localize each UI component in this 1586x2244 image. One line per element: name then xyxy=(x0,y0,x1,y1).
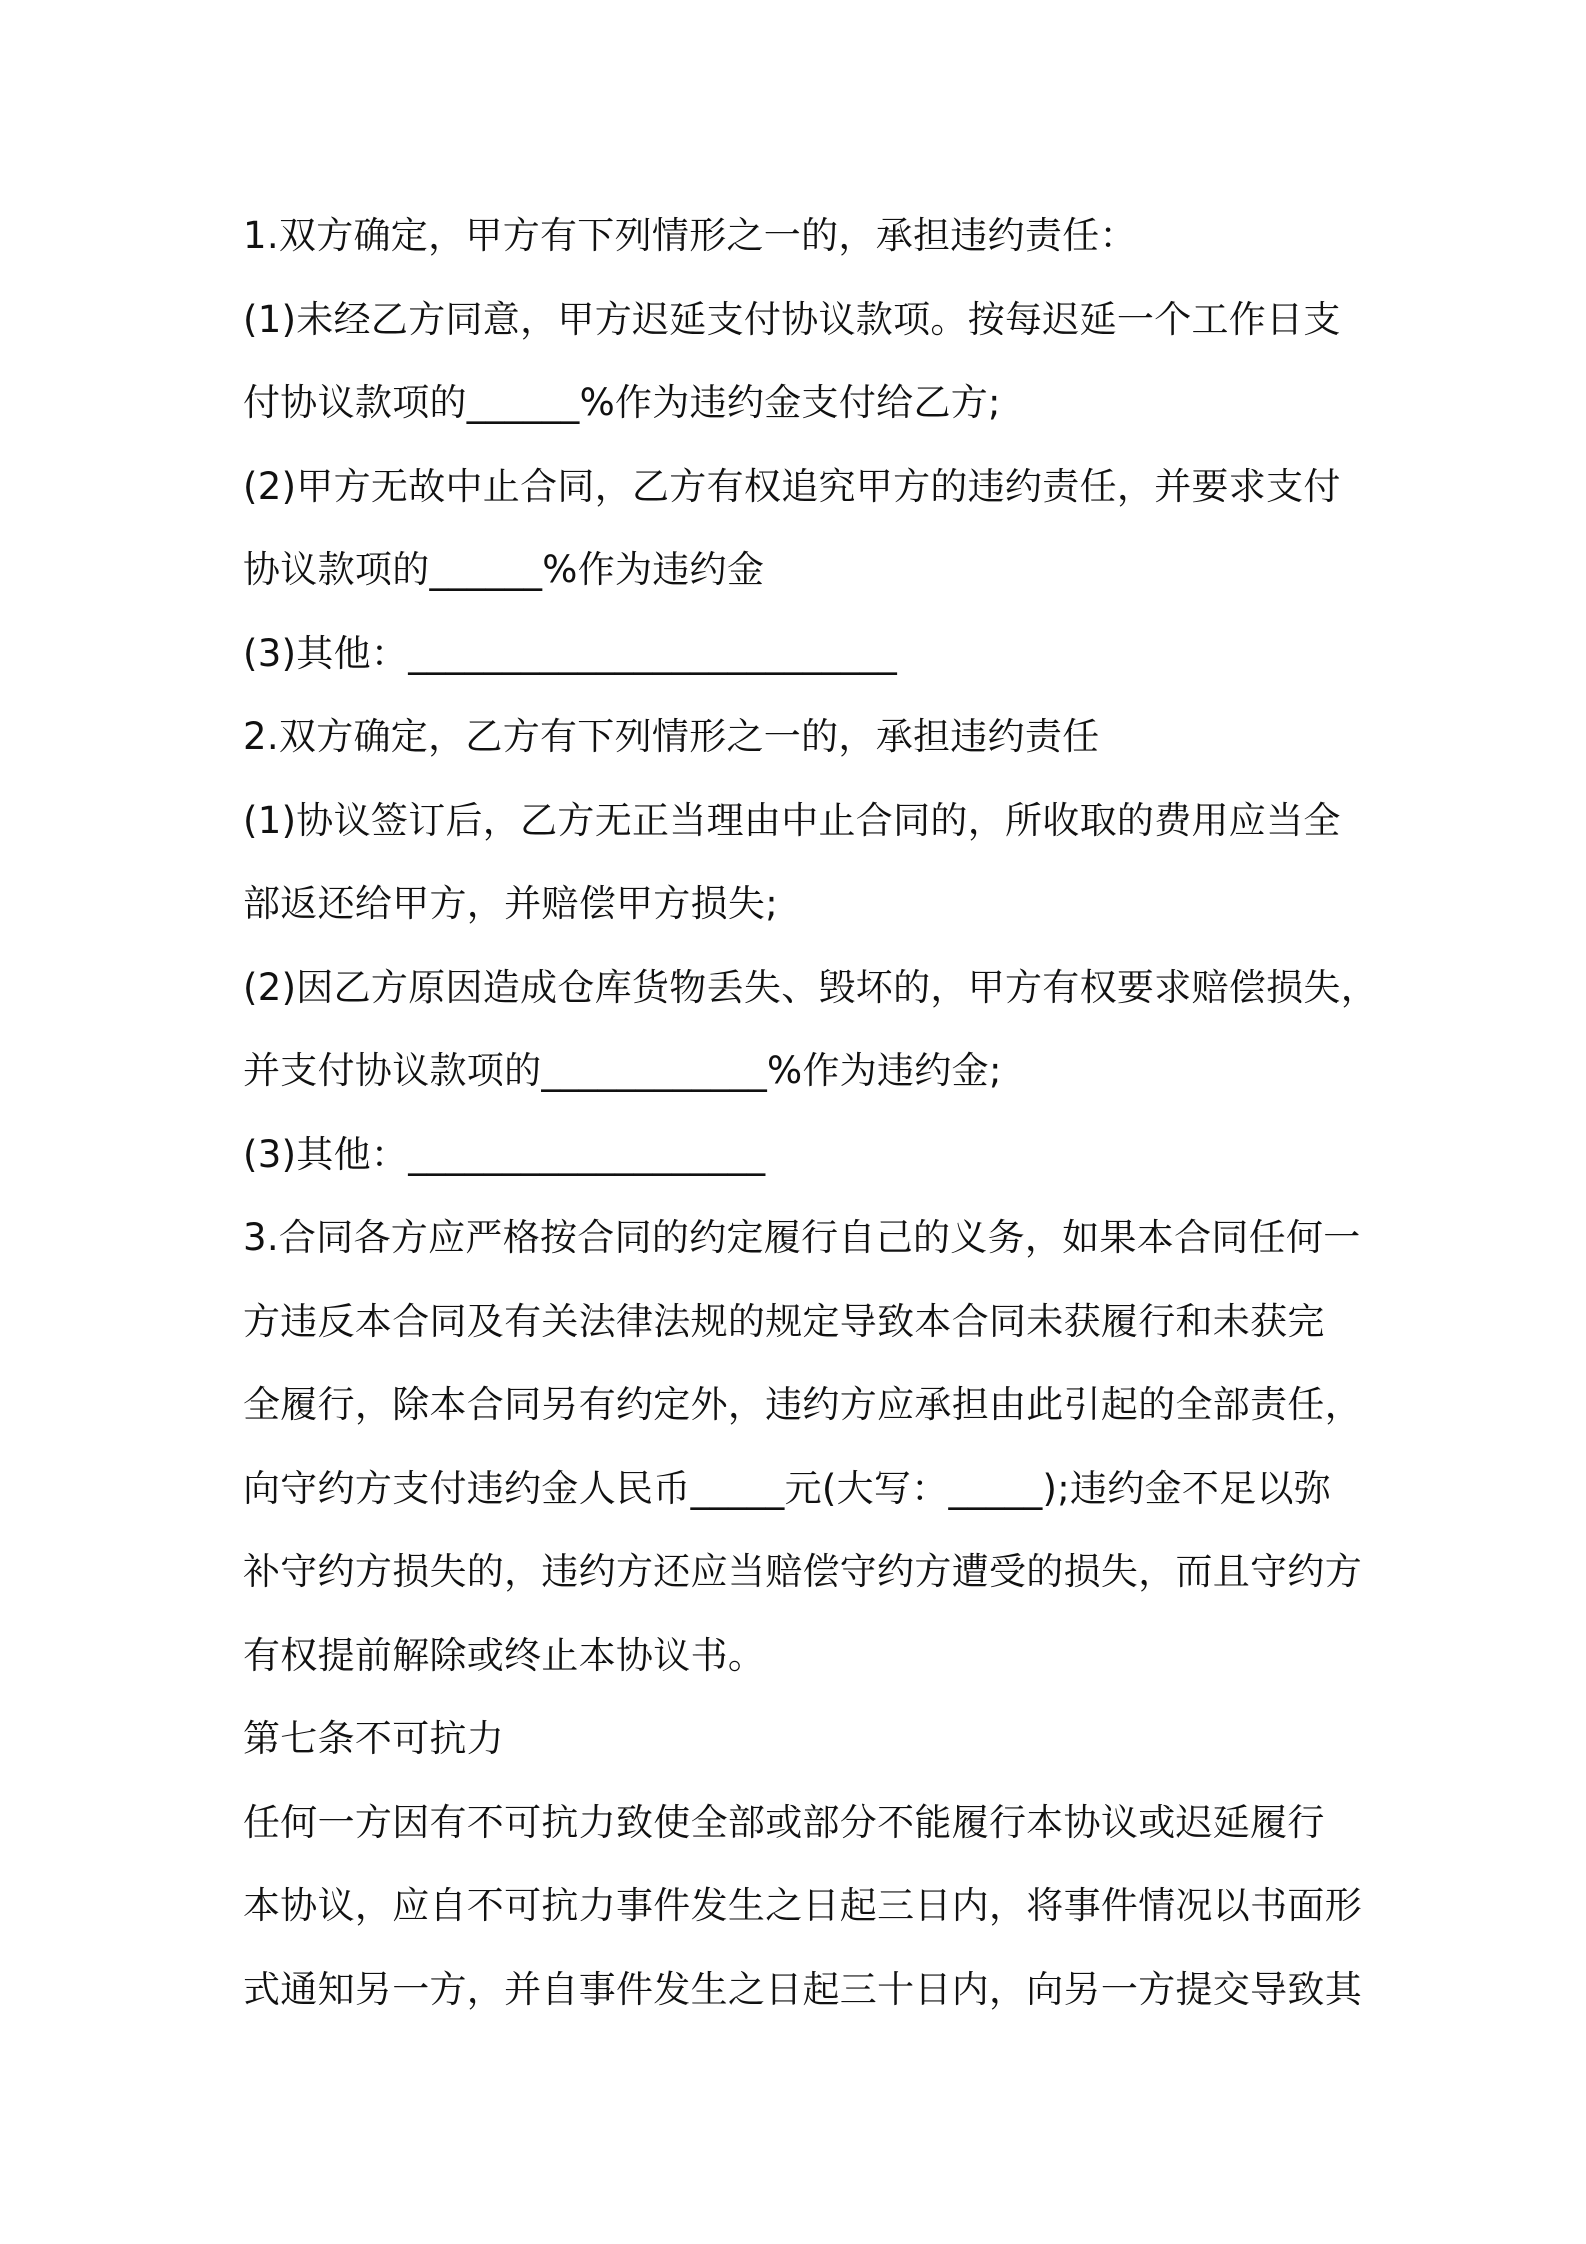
text-line: 方违反本合同及有关法律法规的规定导致本合同未获履行和未获完 xyxy=(243,1299,1325,1343)
text-line: 式通知另一方，并自事件发生之日起三十日内，向另一方提交导致其 xyxy=(243,1967,1362,2011)
text-line: 全履行，除本合同另有约定外，违约方应承担由此引起的全部责任， xyxy=(243,1383,1362,1426)
text-line: 付协议款项的______%作为违约金支付给乙方; xyxy=(243,381,1001,424)
text-line: 向守约方支付违约金人民币_____元(大写：_____);违约金不足以弥 xyxy=(243,1466,1332,1510)
text-line: 1.双方确定，甲方有下列情形之一的，承担违约责任： xyxy=(243,214,1137,257)
text-line: 补守约方损失的，违约方还应当赔偿守约方遭受的损失，而且守约方 xyxy=(243,1550,1362,1593)
text-line: 3.合同各方应严格按合同的约定履行自己的义务，如果本合同任何一 xyxy=(243,1216,1361,1259)
text-line: (2)甲方无故中止合同，乙方有权追究甲方的违约责任，并要求支付 xyxy=(243,464,1341,508)
document-body xyxy=(243,194,1379,2031)
text-line: (1)未经乙方同意，甲方迟延支付协议款项。按每迟延一个工作日支 xyxy=(243,297,1341,341)
section-heading: 第七条不可抗力 xyxy=(243,1717,505,1760)
text-line: (1)协议签订后，乙方无正当理由中止合同的，所收取的费用应当全 xyxy=(243,798,1341,842)
text-line: 本协议，应自不可抗力事件发生之日起三日内，将事件情况以书面形 xyxy=(243,1884,1362,1927)
text-line: 有权提前解除或终止本协议书。 xyxy=(243,1633,766,1677)
text-line: 任何一方因有不可抗力致使全部或部分不能履行本协议或迟延履行 xyxy=(243,1800,1325,1844)
text-line: 并支付协议款项的____________%作为违约金; xyxy=(243,1049,1002,1092)
text-line: 2.双方确定，乙方有下列情形之一的，承担违约责任 xyxy=(243,715,1100,758)
text-line: (3)其他：__________________________ xyxy=(243,631,898,675)
text-line: 协议款项的______%作为违约金 xyxy=(243,548,765,591)
text-line: (3)其他：___________________ xyxy=(243,1132,766,1176)
text-line: (2)因乙方原因造成仓库货物丢失、毁坏的，甲方有权要求赔偿损失， xyxy=(243,965,1379,1009)
text-line: 部返还给甲方，并赔偿甲方损失; xyxy=(243,882,778,925)
